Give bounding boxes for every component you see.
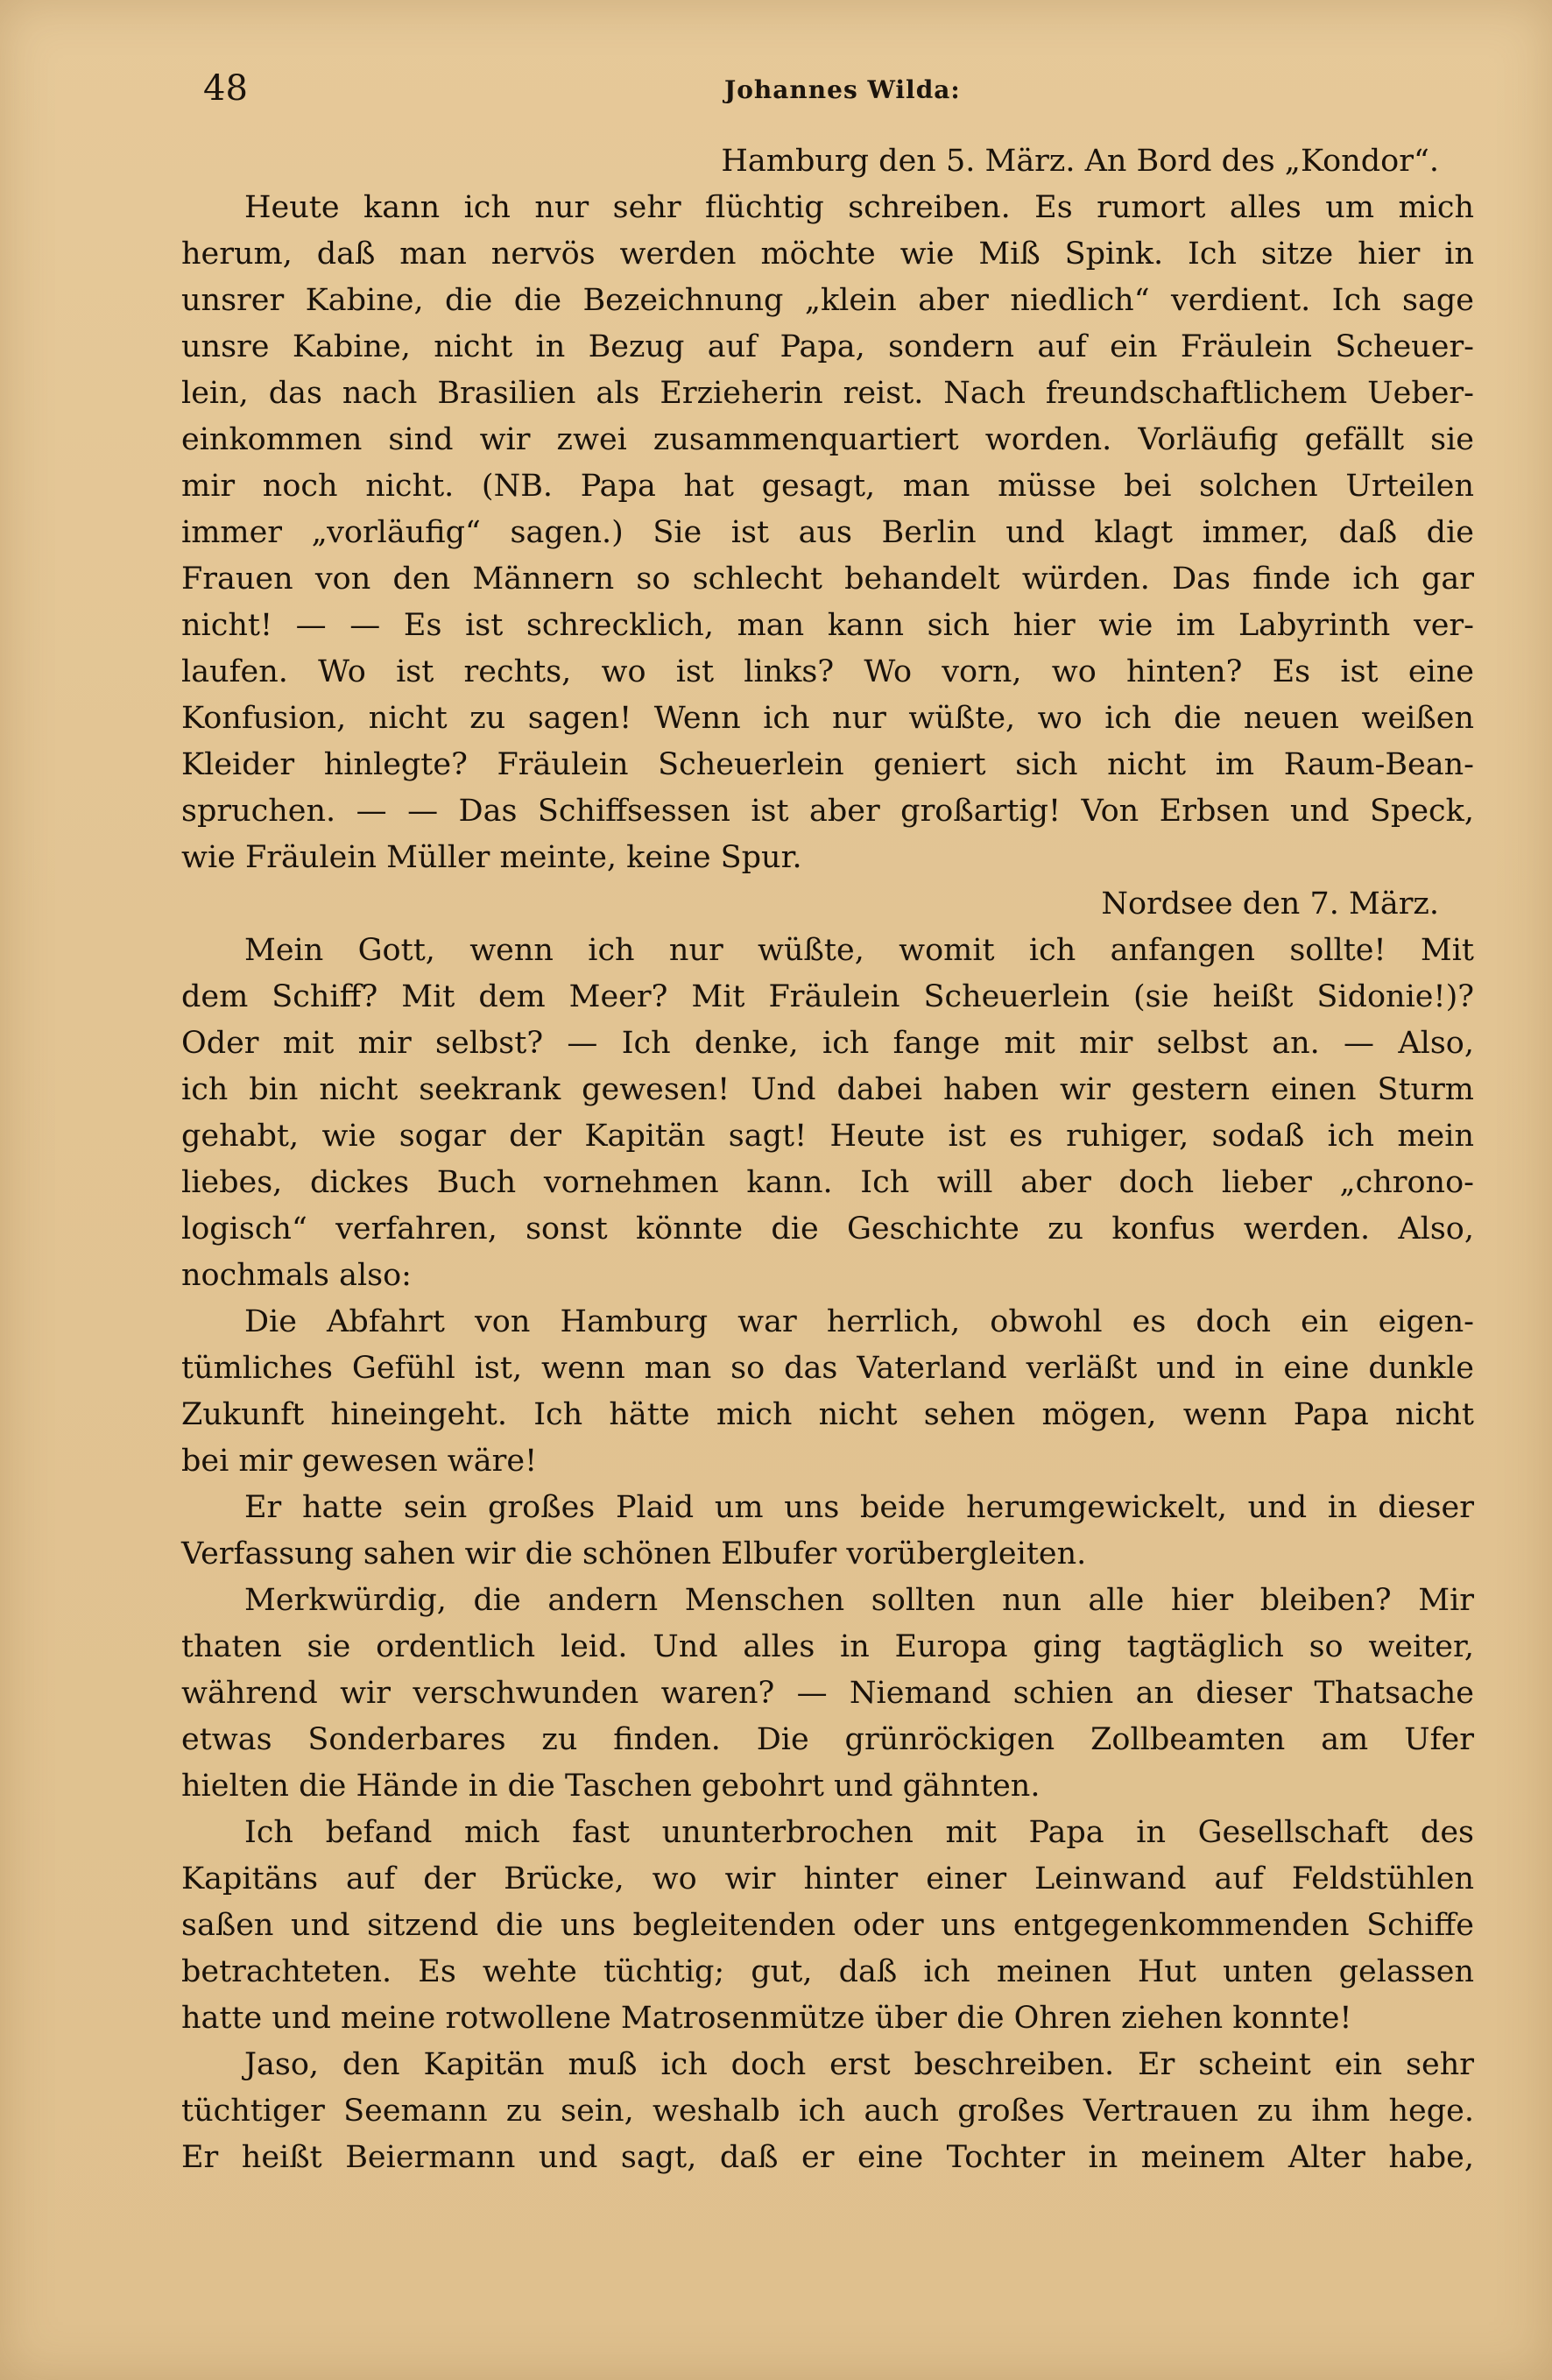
text-line: tümliches Gefühl ist, wenn man so das Vaterland verläßt und in eine dunkle: [181, 1351, 1474, 1386]
date-heading: Nordsee den 7. März.: [1101, 886, 1439, 922]
body-text: [181, 138, 1474, 2181]
page-header: [203, 68, 1447, 121]
text-line: wie Fräulein Müller meinte, keine Spur.: [181, 840, 802, 875]
text-line: Kapitäns auf der Brücke, wo wir hinter einer Leinwand auf Feldstühlen: [181, 1861, 1474, 1896]
text-line: mir noch nicht. (NB. Papa hat gesagt, man müsse bei solchen Urteilen: [181, 469, 1474, 504]
text-line: Heute kann ich nur sehr flüchtig schreiben. Es rumort alles um mich: [244, 190, 1474, 225]
text-line: hielten die Hände in die Taschen gebohrt und gähnten.: [181, 1769, 1041, 1804]
text-line: liebes, dickes Buch vornehmen kann. Ich will aber doch lieber „chrono-: [181, 1165, 1474, 1200]
text-line: tüchtiger Seemann zu sein, weshalb ich auch großes Vertrauen zu ihm hege.: [181, 2094, 1474, 2129]
date-heading: Hamburg den 5. März. An Bord des „Kondor“.: [721, 144, 1439, 179]
text-line: herum, daß man nervös werden möchte wie Miß Spink. Ich sitze hier in: [181, 237, 1474, 272]
text-line: dem Schiff? Mit dem Meer? Mit Fräulein Scheuerlein (sie heißt Sidonie!)?: [181, 979, 1474, 1014]
text-line: laufen. Wo ist rechts, wo ist links? Wo vorn, wo hinten? Es ist eine: [181, 654, 1474, 689]
text-line: ich bin nicht seekrank gewesen! Und dabei haben wir gestern einen Sturm: [181, 1072, 1474, 1107]
text-line: gehabt, wie sogar der Kapitän sagt! Heute ist es ruhiger, sodaß ich mein: [181, 1119, 1474, 1154]
text-line: Kleider hinlegte? Fräulein Scheuerlein geniert sich nicht im Raum-Bean-: [181, 747, 1474, 782]
text-line: Oder mit mir selbst? — Ich denke, ich fange mit mir selbst an. — Also,: [181, 1026, 1474, 1061]
text-line: thaten sie ordentlich leid. Und alles in Europa ging tagtäglich so weiter,: [181, 1629, 1474, 1664]
text-line: einkommen sind wir zwei zusammenquartiert worden. Vorläufig gefällt sie: [181, 422, 1474, 457]
text-line: unsrer Kabine, die die Bezeichnung „klein aber niedlich“ verdient. Ich sage: [181, 283, 1474, 318]
text-line: Er heißt Beiermann und sagt, daß er eine Tochter in meinem Alter habe,: [181, 2140, 1474, 2175]
running-title: Johannes Wilda:: [724, 75, 961, 104]
text-line: saßen und sitzend die uns begleitenden oder uns entgegenkommenden Schiffe: [181, 1908, 1474, 1943]
text-line: etwas Sonderbares zu finden. Die grünröckigen Zollbeamten am Ufer: [181, 1722, 1474, 1757]
text-line: nicht! — — Es ist schrecklich, man kann sich hier wie im Labyrinth ver-: [181, 608, 1474, 643]
text-line: Verfassung sahen wir die schönen Elbufer vorübergleiten.: [181, 1536, 1087, 1571]
text-line: Ich befand mich fast ununterbrochen mit Papa in Gesellschaft des: [244, 1815, 1474, 1850]
text-line: lein, das nach Brasilien als Erzieherin reist. Nach freundschaftlichem Ueber-: [181, 376, 1474, 411]
text-line: Konfusion, nicht zu sagen! Wenn ich nur wüßte, wo ich die neuen weißen: [181, 701, 1474, 736]
page-number: 48: [203, 68, 248, 109]
text-line: Mein Gott, wenn ich nur wüßte, womit ich anfangen sollte! Mit: [244, 933, 1474, 968]
text-line: Er hatte sein großes Plaid um uns beide herumgewickelt, und in dieser: [244, 1490, 1474, 1525]
text-line: hatte und meine rotwollene Matrosenmütze über die Ohren ziehen konnte!: [181, 2001, 1352, 2036]
text-line: nochmals also:: [181, 1258, 412, 1293]
text-line: Frauen von den Männern so schlecht behandelt würden. Das finde ich gar: [181, 561, 1474, 597]
text-line: Jaso, den Kapitän muß ich doch erst beschreiben. Er scheint ein sehr: [244, 2047, 1474, 2082]
text-line: immer „vorläufig“ sagen.) Sie ist aus Berlin und klagt immer, daß die: [181, 515, 1474, 550]
text-line: Die Abfahrt von Hamburg war herrlich, obwohl es doch ein eigen-: [244, 1304, 1474, 1339]
text-line: spruchen. — — Das Schiffsessen ist aber großartig! Von Erbsen und Speck,: [181, 794, 1474, 829]
text-line: unsre Kabine, nicht in Bezug auf Papa, sondern auf ein Fräulein Scheuer-: [181, 329, 1474, 364]
text-line: logisch“ verfahren, sonst könnte die Geschichte zu konfus werden. Also,: [181, 1211, 1474, 1246]
text-line: betrachteten. Es wehte tüchtig; gut, daß ich meinen Hut unten gelassen: [181, 1954, 1474, 1989]
text-line: Zukunft hineingeht. Ich hätte mich nicht sehen mögen, wenn Papa nicht: [181, 1397, 1474, 1432]
text-line: während wir verschwunden waren? — Niemand schien an dieser Thatsache: [181, 1676, 1474, 1711]
text-line: Merkwürdig, die andern Menschen sollten nun alle hier bleiben? Mir: [244, 1583, 1474, 1618]
text-line: bei mir gewesen wäre!: [181, 1444, 538, 1479]
